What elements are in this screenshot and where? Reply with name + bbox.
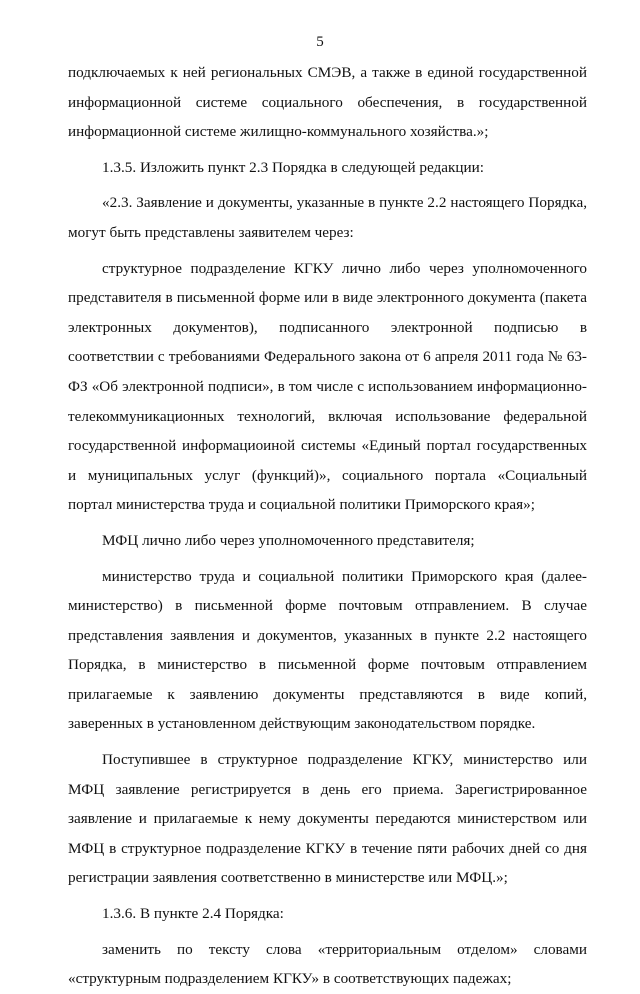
paragraph-kgku-submission: структурное подразделение КГКУ лично либо через уполномоченного представителя в письменной форме или в виде электронного документа (пакета электронных документов), подписанного электронной подписью в соответствии с требованиями Федерального закона от 6 апреля 2011 года № 63-ФЗ «Об электронной подписи», в том числе с использованием информационно-телекоммуникационных технологий, включая использование федеральной государственной информациоиной системы «Единый портал государственных и муниципальных услуг (функций)», социального портала «Социальный портал министерства труда и социальной политики Приморского края»; xyxy=(68,259,587,514)
paragraph-ministry-submission: министерство труда и социальной политики Приморского края (далее-министерство) в письменной форме почтовым отправлением. В случае представления заявления и документов, указанных в пункте 2.2 настоящего Порядка, в министерство в письменной форме почтовым отправлением прилагаемые к заявлению документы представляются в виде копий, заверенных в установленном действующим законодательством порядке. xyxy=(68,567,587,733)
paragraph-mfc-submission: МФЦ лично либо через уполномоченного представителя; xyxy=(102,531,475,549)
paragraph-replace-words: заменить по тексту слова «территориальным отделом» словами «структурным подразделением КГКУ» в соответствующих падежах; xyxy=(68,940,587,988)
paragraph-item-1-3-6: 1.3.6. В пункте 2.4 Порядка: xyxy=(102,905,284,923)
document-body xyxy=(68,58,587,994)
page-number: 5 xyxy=(316,34,324,50)
paragraph-registration: Поступившее в структурное подразделение КГКУ, министерство или МФЦ заявление регистрируется в день его приема. Зарегистрированное заявление и прилагаемые к нему документы передаются министерством или МФЦ в структурное подразделение КГКУ в течение пяти рабочих дней со дня регистрации заявления соответственно в министерстве или МФЦ.»; xyxy=(68,751,587,887)
paragraph-continuation: подключаемых к ней региональных СМЭВ, а также в единой государственной информационной системе социального обеспечения, в государственной информационной системе жилищно-коммунального хозяйства.»; xyxy=(68,64,587,141)
paragraph-item-1-3-5: 1.3.5. Изложить пункт 2.3 Порядка в следующей редакции: xyxy=(102,158,484,176)
paragraph-quote-2-3: «2.3. Заявление и документы, указанные в пункте 2.2 настоящего Порядка, могут быть представлены заявителем через: xyxy=(68,194,587,241)
